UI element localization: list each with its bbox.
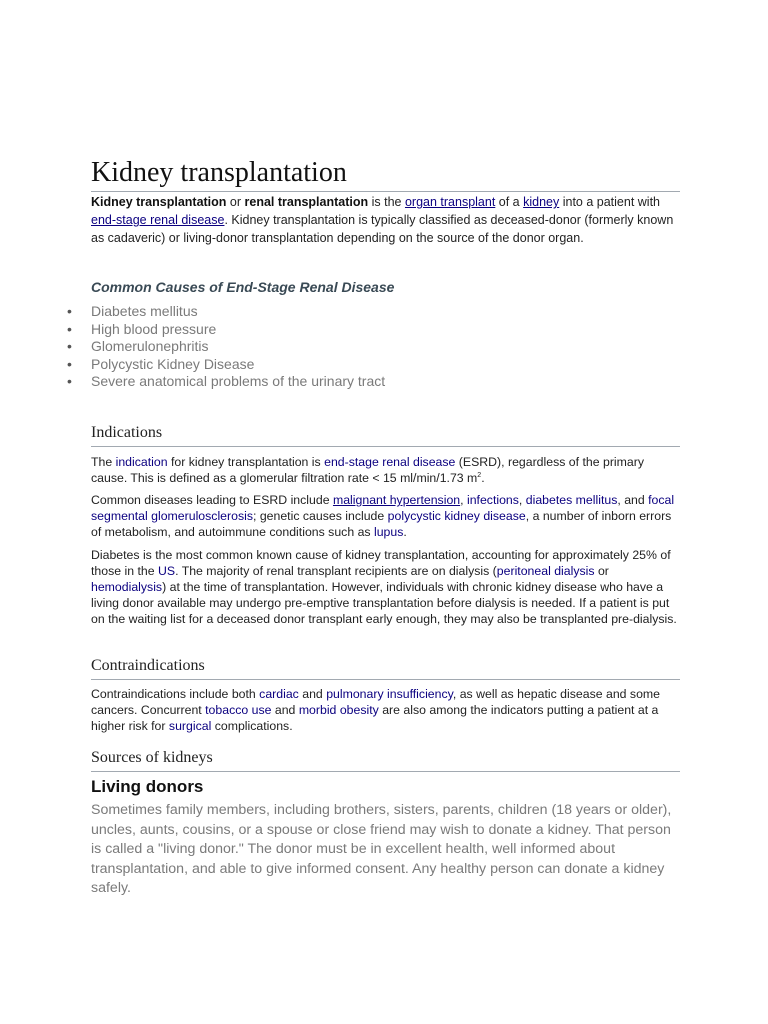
text: or <box>226 195 245 209</box>
living-donors-paragraph: Sometimes family members, including brothers, sisters, parents, children (18 years or older), uncles, aunts, cousins, or a spouse or close friend may wish to donate a kidney. That person is called a "living donor." The donor must be in excellent health, well informed about transplantation, and able to give informed consent. Any healthy person can donate a kidney safely. <box>91 802 672 897</box>
list-item-text: Polycystic Kidney Disease <box>91 355 255 372</box>
text: , <box>460 493 467 507</box>
link-indication[interactable]: indication <box>115 455 168 469</box>
text: of a <box>495 195 524 209</box>
contraindications-paragraph <box>91 686 681 734</box>
link-us[interactable]: US <box>158 564 176 578</box>
bullet-icon: • <box>67 338 72 354</box>
link-peritoneal-dialysis[interactable]: peritoneal dialysis <box>496 564 595 578</box>
text: . Kidney transplantation is typically classified as deceased-donor (formerly known as cadaveric) or living-donor transplantation depending on the source of the donor organ. <box>91 213 674 245</box>
link-end-stage-renal-disease[interactable]: end-stage renal disease <box>324 455 456 469</box>
link-cardiac[interactable]: cardiac <box>259 687 299 701</box>
indications-paragraph-2 <box>91 492 681 540</box>
text: Contraindications include both <box>91 687 260 701</box>
bullet-icon: • <box>67 320 72 337</box>
link-focal-segmental-glomerulosclerosis[interactable]: focal segmental glomerulosclerosis <box>91 493 675 523</box>
text: for kidney transplantation is <box>167 455 325 469</box>
list-item-text: High blood pressure <box>91 320 217 337</box>
bullet-icon: • <box>67 355 72 372</box>
text: Diabetes is the most common known cause of kidney transplantation, accounting for approximately 25% of those in the <box>91 548 671 578</box>
list-item <box>67 303 385 321</box>
link-polycystic-kidney-disease[interactable]: polycystic kidney disease <box>387 509 526 523</box>
page-title: Kidney transplantation <box>91 156 680 192</box>
text: are also among the indicators putting a patient at a higher risk for <box>91 703 659 733</box>
list-item-text: Glomerulonephritis <box>91 338 209 354</box>
text: , as well as hepatic disease and some cancers. Concurrent <box>91 687 660 717</box>
section-heading-sources-of-kidneys: Sources of kidneys <box>91 747 680 772</box>
link-kidney[interactable]: kidney <box>523 195 560 209</box>
text: . <box>403 525 407 539</box>
text: ) at the time of transplantation. However, individuals with chronic kidney disease who have a living donor available may undergo pre-emptive transplantation before dialysis is needed. If a patient is put on the waiting list for a deceased donor transplant early enough, they may also be transplanted pre-dialysis. <box>91 580 677 626</box>
text: (ESRD), regardless of the primary cause. This is defined as a glomerular filtration rate < 15 ml/min/1.73 m <box>91 455 644 485</box>
indications-paragraph-1 <box>91 454 681 486</box>
text: ; genetic causes include <box>252 509 388 523</box>
link-tobacco-use[interactable]: tobacco use <box>205 703 272 717</box>
text: , a number of inborn errors of metabolism, and autoimmune conditions such as <box>91 509 672 539</box>
bullet-icon: • <box>67 303 72 319</box>
link-pulmonary-insufficiency[interactable]: pulmonary insufficiency <box>326 687 453 701</box>
text: . The majority of renal transplant recipients are on dialysis ( <box>175 564 497 578</box>
text: complications. <box>211 719 293 733</box>
text: and <box>298 687 327 701</box>
list-item-text: Severe anatomical problems of the urinary tract <box>91 373 386 389</box>
link-infections[interactable]: infections <box>466 493 519 507</box>
link-hemodialysis[interactable]: hemodialysis <box>91 580 163 594</box>
text: . <box>481 471 485 485</box>
text: or <box>594 564 609 578</box>
living-donors-heading: Living donors <box>91 777 204 796</box>
bullet-icon: • <box>67 373 72 389</box>
section-heading-contraindications: Contraindications <box>91 655 680 680</box>
list-item <box>67 321 385 339</box>
text: , <box>518 493 526 507</box>
text: into a patient with <box>559 195 661 209</box>
intro-paragraph <box>91 193 681 247</box>
causes-heading: Common Causes of End-Stage Renal Disease <box>91 279 395 295</box>
list-item-text: Diabetes mellitus <box>91 303 198 319</box>
text: , and <box>617 493 649 507</box>
indications-paragraph-3 <box>91 547 681 627</box>
link-morbid-obesity[interactable]: morbid obesity <box>298 703 379 717</box>
text: is the <box>368 195 405 209</box>
bold-term: Kidney transplantation <box>91 195 227 209</box>
link-lupus[interactable]: lupus <box>373 525 404 539</box>
causes-list <box>67 303 385 391</box>
link-diabetes-mellitus[interactable]: diabetes mellitus <box>525 493 618 507</box>
text: Common diseases leading to ESRD include <box>91 493 333 507</box>
link-malignant-hypertension[interactable]: malignant hypertension <box>332 493 461 507</box>
section-heading-indications: Indications <box>91 422 680 447</box>
link-end-stage-renal-disease[interactable]: end-stage renal disease <box>91 213 225 227</box>
link-surgical[interactable]: surgical <box>168 719 212 733</box>
bold-term: renal transplantation <box>244 195 369 209</box>
list-item <box>67 373 385 391</box>
link-organ-transplant[interactable]: organ transplant <box>404 195 496 209</box>
text: and <box>271 703 299 717</box>
list-item <box>67 338 385 356</box>
list-item <box>67 356 385 374</box>
superscript: 2 <box>477 471 482 479</box>
text: The <box>91 455 116 469</box>
